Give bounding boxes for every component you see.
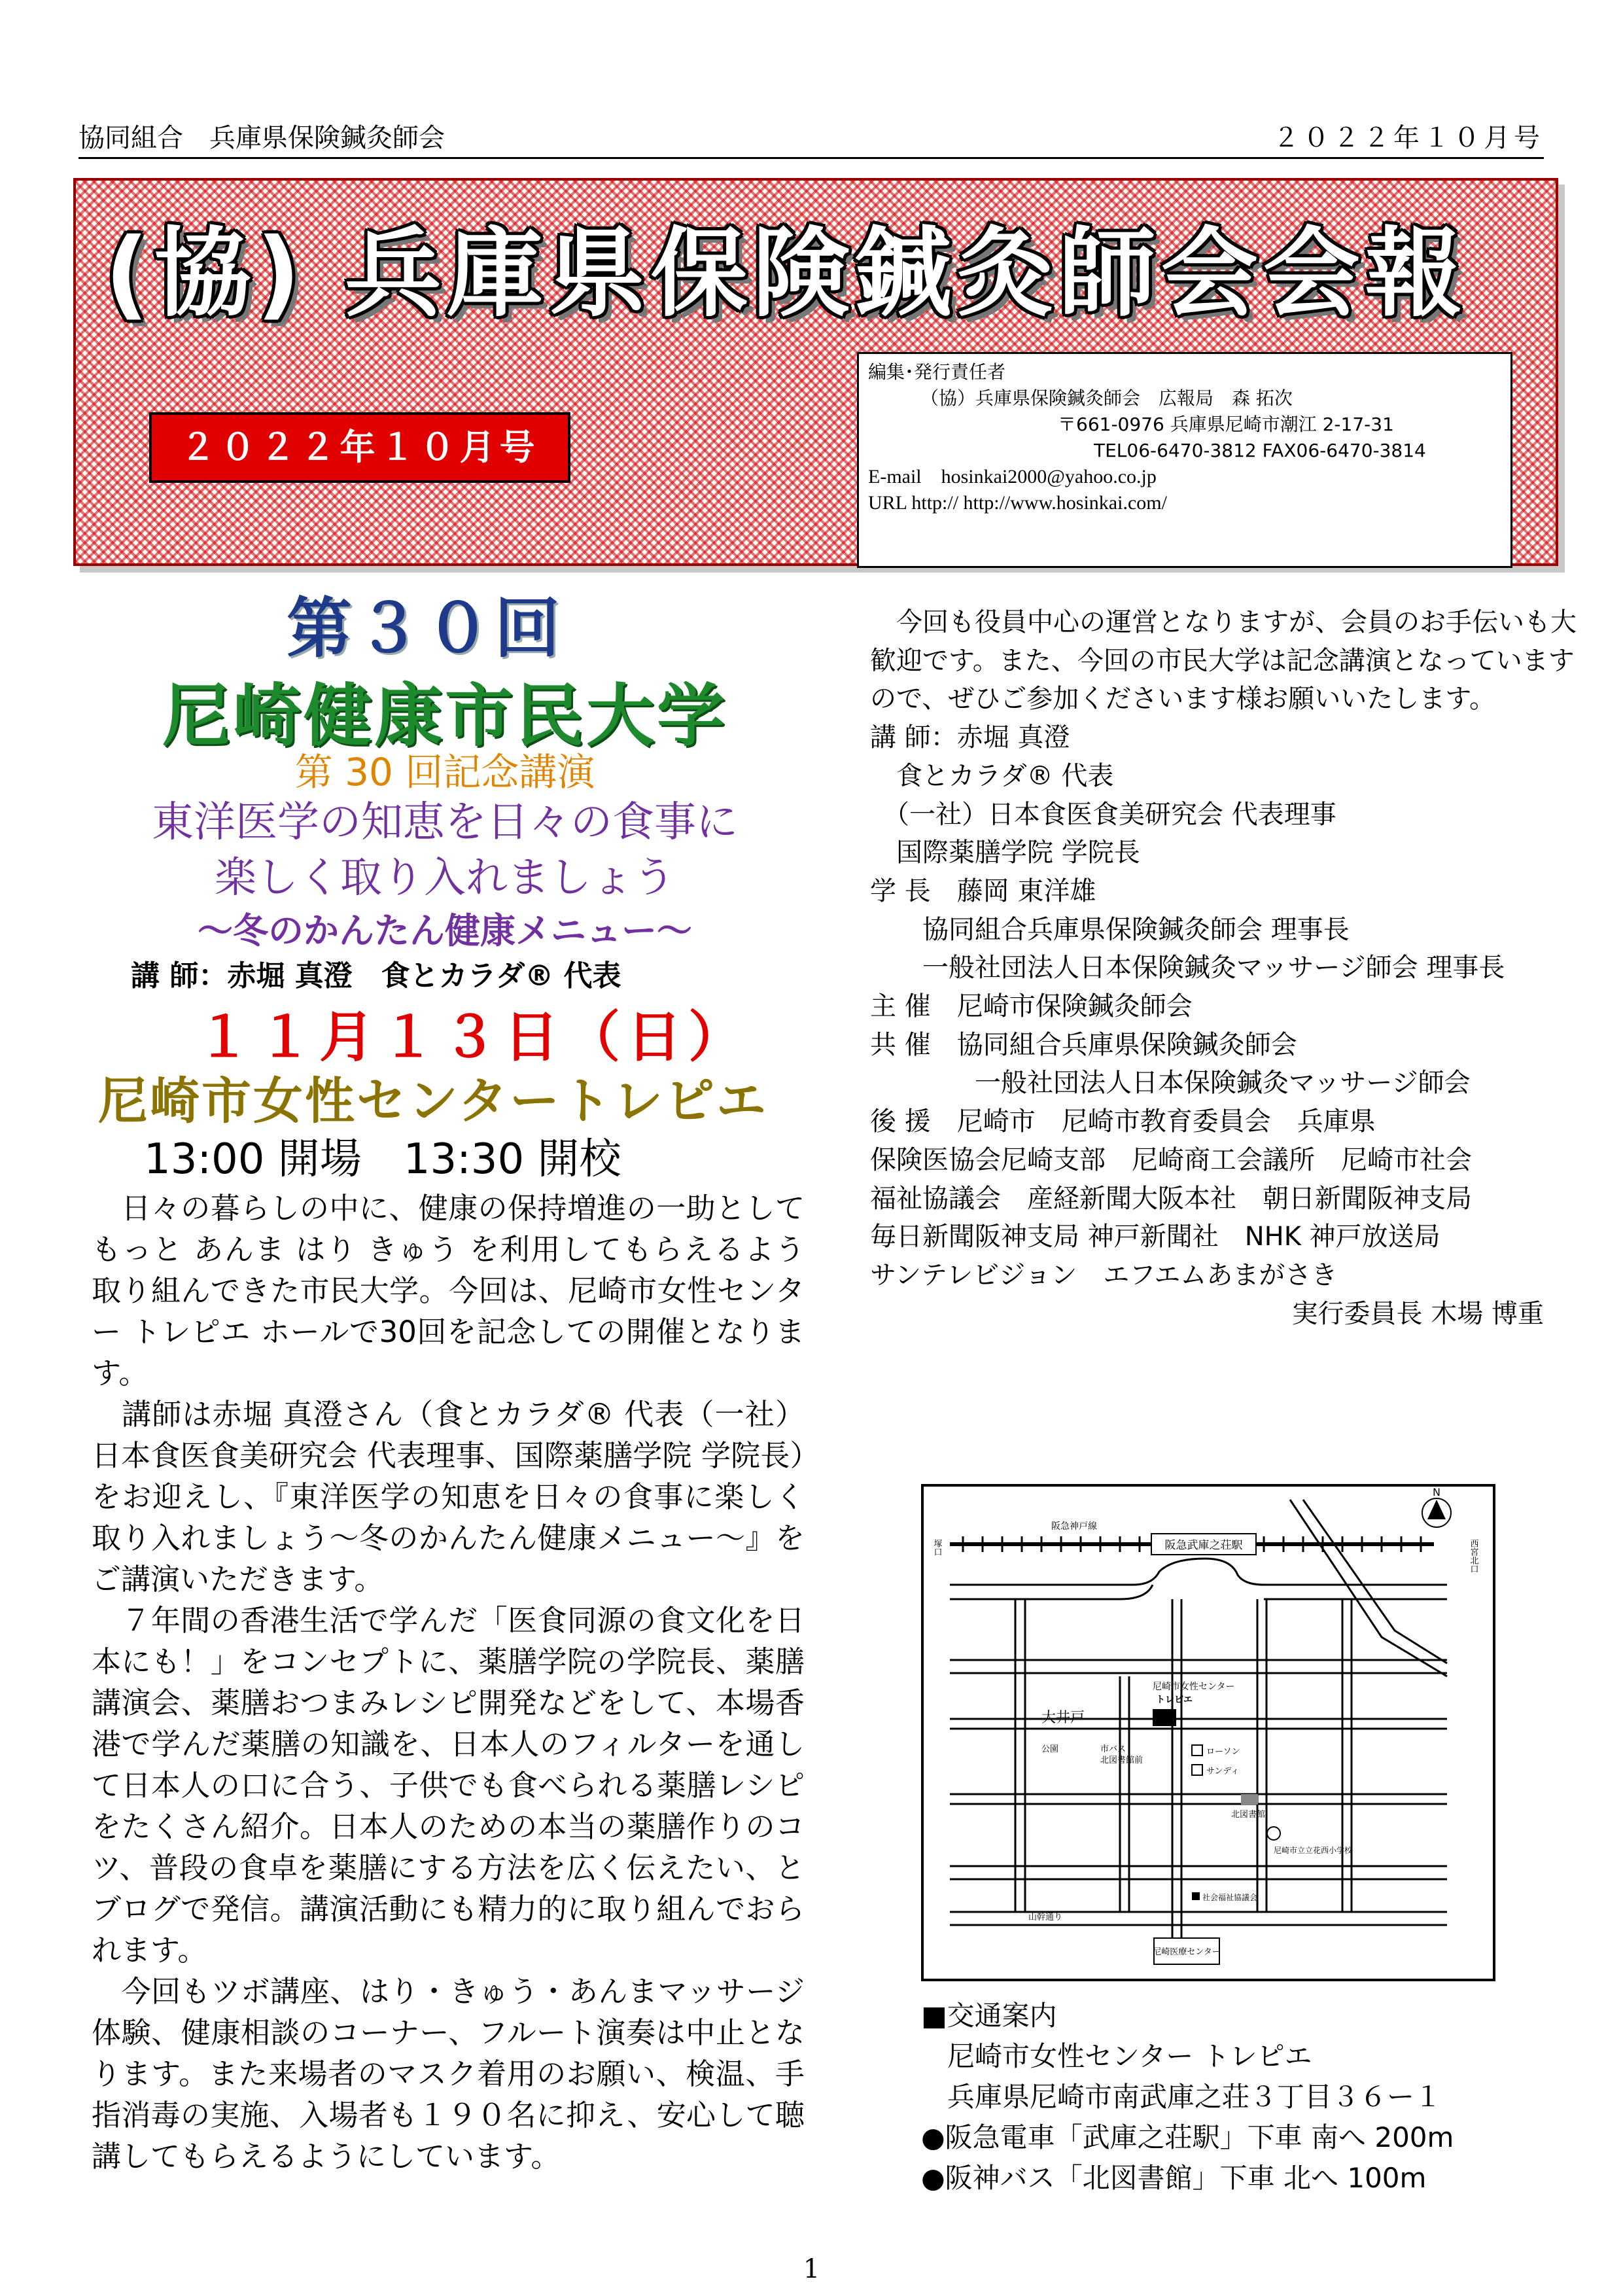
url-line[interactable]: URL http:// http://www.hosinkai.com/ (868, 492, 1167, 514)
access-heading: ■交通案内 (921, 2000, 1057, 2032)
venue-marker (1153, 1709, 1176, 1726)
sunday-marker (1192, 1765, 1202, 1775)
info-line: 〒661-0976 兵庫県尼崎市潮江 2-17-31 (1058, 414, 1394, 435)
access-map (921, 1484, 1495, 1981)
lawson-label: ローソン (1206, 1747, 1240, 1757)
access-venue: 尼崎市女性センター トレピエ (947, 2040, 1312, 2072)
info-line: 編集･発行責任者 (868, 361, 1006, 383)
event-theme-line2: 楽しく取り入れましょう (215, 854, 675, 902)
north-label: N (1433, 1487, 1440, 1498)
school-label: 尼崎市立立花西小学校 (1274, 1846, 1353, 1855)
credit-line: 一般社団法人日本保険鍼灸マッサージ師会 (870, 1068, 1471, 1099)
event-name: 尼崎健康市民大学 (162, 676, 727, 756)
access-address: 兵庫県尼崎市南武庫之荘３丁目３６ー１ (947, 2081, 1442, 2113)
credit-line: サンテレビジョン エフエムあまがさき (870, 1260, 1338, 1290)
credit-line: 毎日新聞阪神支局 神戸新聞社 NHK 神戸放送局 (870, 1222, 1440, 1252)
organization-name: 協同組合 兵庫県保険鍼灸師会 (79, 123, 445, 153)
right-station-label: 西宮北口 (1468, 1539, 1478, 1573)
welfare-marker (1192, 1892, 1200, 1900)
credit-line: 共 催 協同組合兵庫県保険鍼灸師会 (870, 1029, 1297, 1060)
event-subtitle: ～冬のかんたん健康メニュー～ (198, 910, 692, 951)
right-article (870, 603, 1590, 1333)
access-hanshin: ●阪神バス「北図書館」下車 北へ 100m (921, 2162, 1427, 2194)
north-arrow (1427, 1500, 1446, 1519)
library-marker (1241, 1794, 1258, 1805)
article-paragraph: ７年間の香港生活で学んだ「医食同源の食文化を日本にも！」をコンセプトに、薬膳学院の学院長、薬膳講演会、薬膳おつまみレシピ開発などをして、本場香港で学んだ薬膳の知識を、日本人のフィルターを通して日本人の口に合う、子供でも食べられる薬膳レシピをたくさん紹介。日本人のための本当の薬膳作りのコツ、普段の食卓を薬膳にする方法を広く伝えたい、とブログで発信。講演活動にも精力的に取り組んでおられます。 (92, 1603, 805, 1968)
email-line[interactable]: E-mail hosinkai2000@yahoo.co.jp (868, 466, 1157, 487)
left-article (92, 1188, 805, 2177)
info-line: （協）兵庫県保険鍼灸師会 広報局 森 拓次 (920, 387, 1293, 409)
left-station-label: 塚口 (932, 1539, 942, 1556)
event-lecturer: 講 師：赤堀 真澄 食とカラダ® 代表 (131, 959, 621, 993)
sunday-label: サンディ (1206, 1767, 1240, 1776)
health-center-label: 尼崎医療センター (1153, 1947, 1221, 1957)
venue-label: 尼崎市女性センター (1153, 1682, 1235, 1692)
credit-line: 福祉協議会 産経新聞大阪本社 朝日新聞阪神支局 (870, 1183, 1472, 1214)
roads (950, 1500, 1447, 1945)
park-label: 大井戸 (1041, 1710, 1085, 1726)
venue-short-label: トレピエ (1156, 1695, 1193, 1705)
road-label: 山幹通り (1028, 1913, 1063, 1922)
lawson-marker (1192, 1745, 1202, 1756)
credit-line: 主 催 尼崎市保険鍼灸師会 (870, 991, 1193, 1022)
top-header (79, 123, 1544, 159)
page-number: 1 (803, 2254, 820, 2284)
banner-issue-badge: ２０２２年１０月号 (149, 412, 570, 483)
publisher-info-box (857, 352, 1512, 568)
credit-line: 国際薬膳学院 学院長 (870, 838, 1140, 868)
event-theme-line1: 東洋医学の知恵を日々の食事に (152, 798, 738, 847)
credit-line: 講 師：赤堀 真澄 (870, 722, 1070, 753)
article-paragraph: 講師は赤堀 真澄さん（食とカラダ® 代表（一社）日本食医食美研究会 代表理事、国際薬膳学院 学院長）をお迎えし、『東洋医学の知恵を日々の食事に楽しく取り入れましょう～冬のかんたん健康メニュー～』をご講演いただきます。 (92, 1397, 805, 1597)
access-info (921, 1996, 1454, 2199)
welfare-label: 社会福祉協議会 (1202, 1893, 1258, 1902)
event-memorial: 第 30 回記念講演 (294, 750, 595, 794)
credit-line: 後 援 尼崎市 尼崎市教育委員会 兵庫県 (870, 1106, 1376, 1137)
intro-paragraph: 今回も役員中心の運営となりますが、会員のお手伝いも大歓迎です。また、今回の市民大学は記念講演となっていますので、ぜひご参加くださいます様お願いいたします。 (870, 607, 1577, 715)
credit-line: 食とカラダ® 代表 (870, 760, 1114, 791)
issue-date: ２０２２年１０月号 (1273, 123, 1544, 153)
info-line: TEL06-6470-3812 FAX06-6470-3814 (1094, 440, 1426, 461)
access-hankyu: ●阪急電車「武庫之荘駅」下車 南へ 200m (921, 2121, 1454, 2153)
event-number: 第３０回 (287, 590, 564, 667)
event-time: 13:00 開場 13:30 開校 (144, 1135, 621, 1184)
station-label: 阪急武庫之荘駅 (1164, 1539, 1243, 1552)
newsletter-title: (協) 兵庫県保険鍼灸師会会報 (105, 217, 1467, 330)
article-paragraph: 日々の暮らしの中に、健康の保持増進の一助としてもっと あんま はり きゅう を利用してもらえるよう取り組んできた市民大学。今回は、尼崎市女性センター トレピエ ホールで30回を記念しての開催となります。 (92, 1191, 805, 1390)
event-date: １１月１３日（日） (196, 1005, 750, 1069)
school-marker (1267, 1827, 1280, 1840)
credit-line: 保険医協会尼崎支部 尼崎商工会議所 尼崎市社会 (870, 1144, 1472, 1175)
article-paragraph: 今回もツボ講座、はり・きゅう・あんまマッサージ体験、健康相談のコーナー、フルート演奏は中止となります。また来場者のマスク着用のお願い、検温、手指消毒の実施、入場者も１９０名に抑え、安心して聴講してもらえるようにしています。 (92, 1974, 805, 2174)
map-drawing (924, 1487, 1493, 1979)
credit-line: 一般社団法人日本保険鍼灸マッサージ師会 理事長 (870, 953, 1505, 983)
park-sub-label: 公園 (1041, 1744, 1059, 1754)
library-label: 北図書館 (1231, 1810, 1266, 1820)
credit-line: 協同組合兵庫県保険鍼灸師会 理事長 (870, 914, 1350, 945)
credit-line: 学 長 藤岡 東洋雄 (870, 875, 1096, 906)
bus-label: 市バス (1100, 1744, 1126, 1754)
committee-chair: 実行委員長 木場 博重 (1291, 1298, 1544, 1329)
railway-label: 阪急神戸線 (1051, 1521, 1097, 1532)
event-venue: 尼崎市女性センタートレピエ (98, 1072, 768, 1130)
credit-line: （一社）日本食医食美研究会 代表理事 (870, 799, 1336, 830)
bus-stop-label: 北図書館前 (1100, 1756, 1143, 1765)
